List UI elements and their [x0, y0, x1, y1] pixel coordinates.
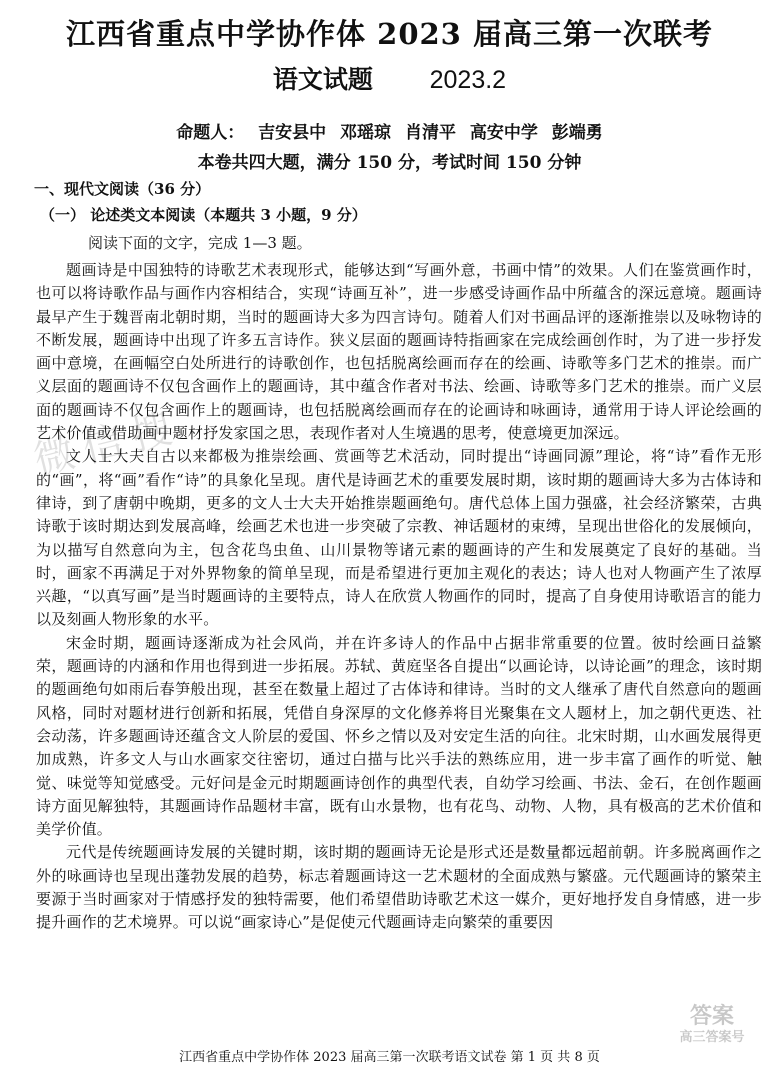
- passage-paragraph: 元代是传统题画诗发展的关键时期，该时期的题画诗无论是形式还是数量都远超前朝。许多脱离画作之外的咏画诗也呈现出蓬勃发展的趋势，标志着题画诗这一艺术题材的全面成熟与繁盛。元代题画诗的繁荣主要源于当时画家对于情感抒发的独特需要，他们希望借助诗歌艺术这一媒介，更好地抒发自身情感，进一步提升画作的艺术境界。可以说“画家诗心”是促使元代题画诗走向繁荣的重要因: [36, 843, 762, 932]
- exam-title: 江西省重点中学协作体 2023 届高三第一次联考: [66, 17, 713, 51]
- exam-date: 2023.2: [429, 66, 507, 94]
- reading-passage: [36, 259, 762, 935]
- corner-watermark-sub: 高三答案号: [679, 1030, 745, 1045]
- page-footer: 江西省重点中学协作体 2023 届高三第一次联考语文试卷 第 1 页 共 8 页: [179, 1050, 600, 1065]
- reading-instruction: 阅读下面的文字，完成 1—3 题。: [88, 234, 312, 252]
- passage-paragraph: 文人士大夫自古以来都极为推崇绘画、赏画等艺术活动，同时提出“诗画同源”理论，将“诗”看作无形的“画”，将“画”看作“诗”的具象化呈现。唐代是诗画艺术的重要发展时期，该时期的题画诗大多为古体诗和律诗，到了唐朝中晚期，更多的文人士大夫开始推崇题画绝句。唐代总体上国力强盛，社会经济繁荣，古典诗歌于该时期达到发展高峰，绘画艺术也进一步突破了宗教、神话题材的束缚，呈现出世俗化的发展倾向，为以描写自然意向为主，包含花鸟虫鱼、山川景物等诸元素的题画诗的产生和发展奠定了良好的基础。当时，画家不再满足于对外界物象的简单呈现，而是希望进行更加主观化的表达；诗人也对人物画产生了浓厚兴趣，“以真写画”是当时题画诗的主要特点，诗人在欣赏人物画作的同时，提高了自身使用诗歌语言的能力以及刻画人物形象的水平。: [36, 447, 762, 629]
- authors-line: 命题人： 吉安县中 邓瑶琼 肖清平 高安中学 彭端勇: [176, 123, 603, 143]
- passage-paragraph: 题画诗是中国独特的诗歌艺术表现形式，能够达到“写画外意，书画中情”的效果。人们在鉴赏画作时，也可以将诗歌作品与画作内容相结合，实现“诗画互补”，进一步感受诗画作品中所蕴含的深远意境。题画诗最早产生于魏晋南北朝时期，当时的题画诗大多为四言诗句。随着人们对书画品评的逐渐推崇以及咏物诗的不断发展，题画诗中出现了许多五言诗作。狭义层面的题画诗特指画家在完成绘画创作时，为了进一步抒发画中意境，在画幅空白处所进行的诗歌创作，也包括脱离绘画而存在的绘画、诗歌等多门艺术的推崇。而广义层面的题画诗不仅包含画作上的题画诗，其中蕴含作者对书法、绘画、诗歌等多门艺术的推崇。而广义层面的题画诗不仅包含画作上的题画诗，也包括脱离绘画而存在的论画诗和咏画诗，通常用于诗人评论绘画的艺术价值或借助画中题材抒发家国之思，表现作者对人生境遇的思考，使意境更加深远。: [36, 261, 762, 443]
- watermark-text: 微信搜: [29, 403, 187, 485]
- exam-subtitle: [0, 60, 779, 96]
- corner-watermark: [662, 1004, 762, 1046]
- subject-title: 语文试题: [272, 65, 373, 94]
- passage-paragraph: 宋金时期，题画诗逐渐成为社会风尚，并在许多诗人的作品中占据非常重要的位置。彼时绘画日益繁荣，题画诗的内涵和作用也得到进一步拓展。苏轼、黄庭坚各自提出“以画论诗，以诗论画”的理念，该时期的题画绝句如雨后春笋般出现，甚至在数量上超过了古体诗和律诗。当时的文人继承了唐代自然意向的题画风格，同时对题材进行创新和拓展，凭借自身深厚的文化修养将目光聚集在文人题材上，加之朝代更迭、社会动荡，许多题画诗还蕴含文人阶层的爱国、怀乡之情以及对安定生活的向往。北宋时期，山水画发展得更加成熟，许多文人与山水画家交往密切，通过白描与比兴手法的熟练应用，进一步丰富了画作的听觉、触觉、味觉等知觉感受。元好问是金元时期题画诗创作的典型代表，自幼学习绘画、书法、金石，在创作题画诗方面见解独特，其题画诗作品题材丰富，既有山水景物，也有花鸟、动物、人物，具有极高的艺术价值和美学价值。: [36, 633, 762, 839]
- subsection-heading: （一） 论述类文本阅读（本题共 3 小题，9 分）: [40, 206, 367, 224]
- section-heading: 一、现代文阅读（36 分）: [34, 180, 211, 198]
- corner-watermark-main: 答案: [689, 1004, 734, 1029]
- exam-info-line: 本卷共四大题，满分 150 分，考试时间 150 分钟: [197, 153, 582, 173]
